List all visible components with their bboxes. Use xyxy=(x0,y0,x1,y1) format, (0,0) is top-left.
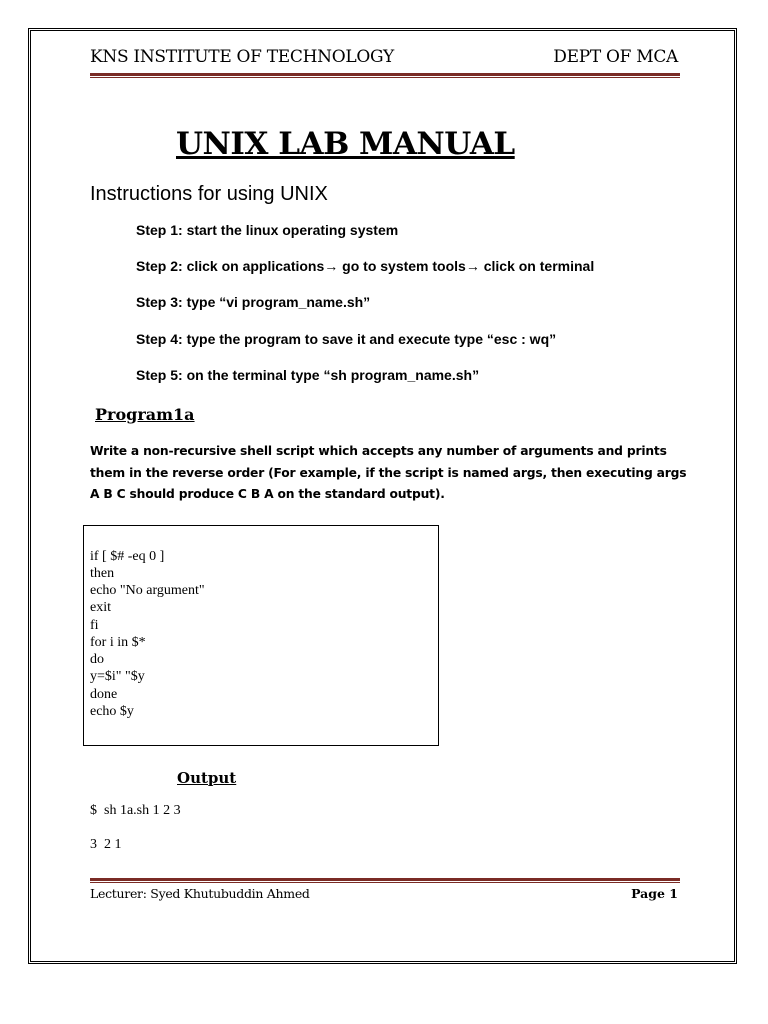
step-5: Step 5: on the terminal type “sh program_name.sh” xyxy=(136,367,480,383)
code-line: done xyxy=(90,687,118,702)
code-line: echo "No argument" xyxy=(90,583,205,598)
code-line: then xyxy=(90,566,115,581)
output-line: 3 2 1 xyxy=(90,837,122,852)
code-line: if [ $# -eq 0 ] xyxy=(90,549,165,564)
step-4: Step 4: type the program to save it and execute type “esc : wq” xyxy=(136,331,557,347)
program-description: Write a non-recursive shell script which accepts any number of arguments and prints them in the reverse order (For example, if the script is named args, then executing args A B C should produce C B A on the standard output). xyxy=(90,444,687,501)
code-line: exit xyxy=(90,600,111,615)
instructions-heading: Instructions for using UNIX xyxy=(90,183,328,205)
header-institute: KNS INSTITUTE OF TECHNOLOGY xyxy=(90,47,394,67)
page-title: UNIX LAB MANUAL xyxy=(176,126,515,162)
program-heading: Program1a xyxy=(95,405,195,424)
footer-lecturer: Lecturer: Syed Khutubuddin Ahmed xyxy=(90,886,310,901)
code-line: fi xyxy=(90,618,99,633)
footer-page-number: Page 1 xyxy=(631,886,678,901)
step-2: Step 2: click on applications→ go to system tools→ click on terminal xyxy=(136,258,595,274)
header-rule xyxy=(90,73,680,78)
code-line: do xyxy=(90,652,104,667)
footer-rule xyxy=(90,878,680,883)
step-3: Step 3: type “vi program_name.sh” xyxy=(136,294,371,310)
output-heading: Output xyxy=(177,769,237,787)
code-line: for i in $* xyxy=(90,635,146,650)
code-line: echo $y xyxy=(90,704,134,719)
header-department: DEPT OF MCA xyxy=(553,47,678,67)
step-1: Step 1: start the linux operating system xyxy=(136,222,399,238)
output-line: $ sh 1a.sh 1 2 3 xyxy=(90,803,181,818)
code-line: y=$i" "$y xyxy=(90,669,145,684)
